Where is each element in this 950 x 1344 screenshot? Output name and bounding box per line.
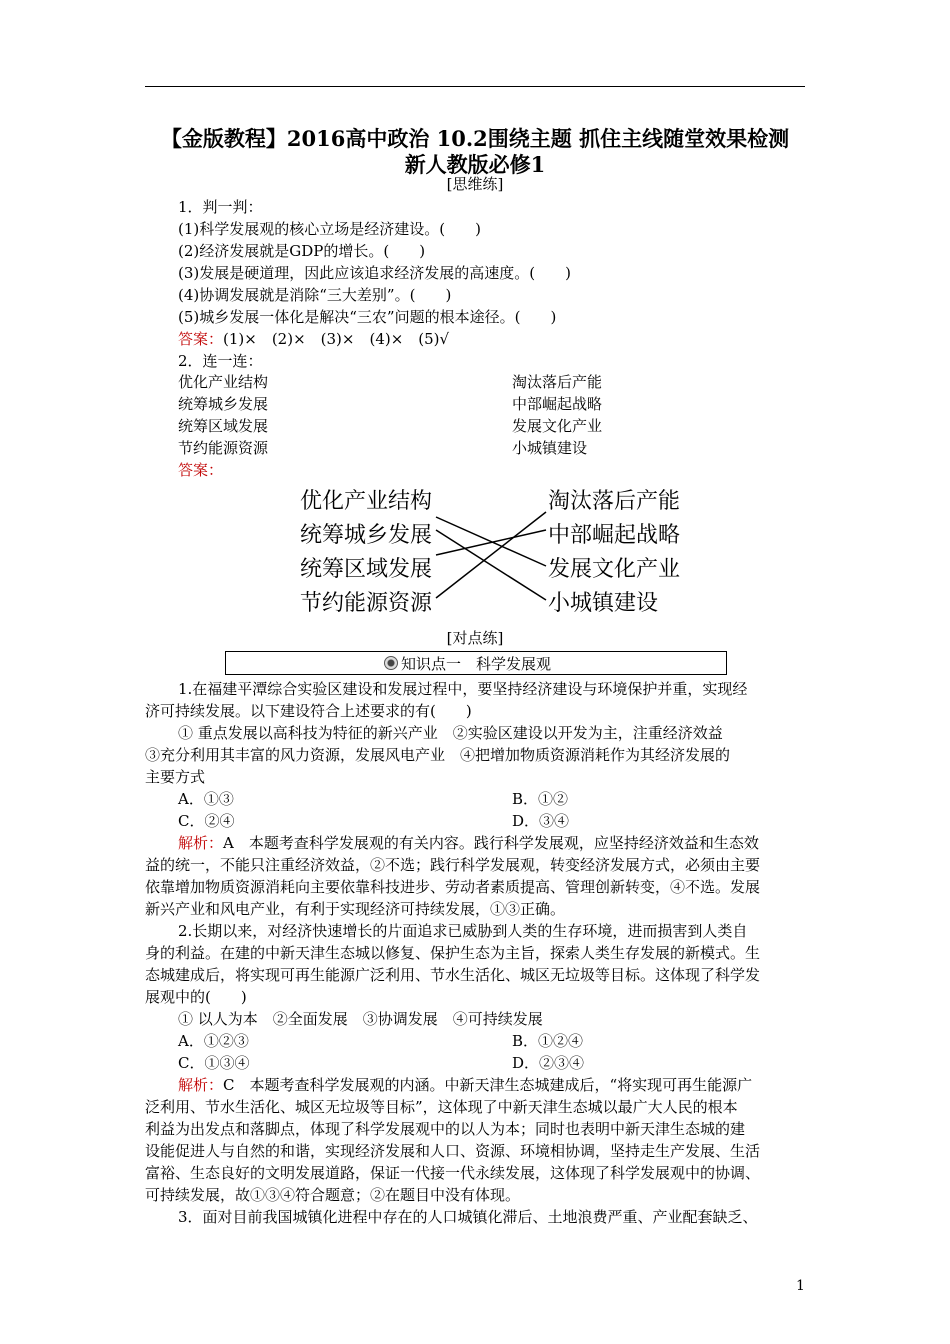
doc-title-line1: 【金版教程】2016高中政治 10.2围绕主题 抓住主线随堂效果检测 (160, 126, 790, 151)
diagram-right-item: 淘汰落后产能 (548, 489, 681, 514)
analysis-text: C 本题考查科学发展观的内涵。中新天津生态城建成后，“将实现可再生能源广 (223, 1076, 753, 1094)
p1-option: B．①② (512, 790, 569, 808)
p2-option: A．①②③ (178, 1032, 249, 1050)
match-line (436, 530, 546, 555)
p1-analysis-line: 依靠增加物质资源消耗向主要依靠科技进步、劳动者素质提高、管理创新转变，④不选。发展 (145, 878, 761, 896)
p1-option: D．③④ (512, 812, 570, 830)
p2-line: 展观中的( ) (145, 988, 247, 1006)
q2-right-item: 中部崛起战略 (512, 395, 603, 413)
analysis-text: A 本题考查科学发展观的有关内容。践行科学发展观，应坚持经济效益和生态效 (223, 834, 759, 852)
p2-line: ① 以人为本 ②全面发展 ③协调发展 ④可持续发展 (178, 1010, 543, 1028)
page-number: 1 (796, 1278, 805, 1294)
diagram-right-item: 发展文化产业 (548, 557, 681, 582)
p1-analysis-line: 新兴产业和风电产业，有利于实现经济可持续发展，①③正确。 (145, 900, 566, 918)
q1-item: (5)城乡发展一体化是解决“三农”问题的根本途径。( ) (178, 308, 557, 326)
answer-text: (1)× (2)× (3)× (4)× (5)√ (223, 330, 450, 348)
p3-line: 3．面对目前我国城镇化进程中存在的人口城镇化滞后、土地浪费严重、产业配套缺乏、 (178, 1208, 758, 1226)
diagram-right-item: 中部崛起战略 (548, 523, 681, 548)
section-siwei: [思维练] (446, 175, 504, 193)
q2-right-item: 发展文化产业 (512, 417, 603, 435)
diagram-left-item: 统筹区域发展 (300, 557, 433, 582)
q1-item: (3)发展是硬道理，因此应该追求经济发展的高速度。( ) (178, 264, 571, 282)
diagram-right-item: 小城镇建设 (548, 591, 659, 616)
q2-left-item: 统筹区域发展 (178, 417, 269, 435)
p2-analysis-line: 可持续发展，故①③④符合题意；②在题目中没有体现。 (145, 1186, 521, 1204)
p2-option: C．①③④ (178, 1054, 250, 1072)
p1-line: 济可持续发展。以下建设符合上述要求的有( ) (145, 702, 472, 720)
diagram-left-item: 优化产业结构 (300, 489, 433, 514)
p2-analysis-line: 泛利用、节水生活化、城区无垃圾等目标”，这体现了中新天津生态城以最广大人民的根本 (145, 1098, 738, 1116)
knowledge-point-label: 知识点一 科学发展观 (401, 655, 552, 673)
p2-line: 态城建成后，将实现可再生能源广泛利用、节水生活化、城区无垃圾等目标。这体现了科学发 (145, 966, 761, 984)
p1-analysis-line: 益的统一，不能只注重经济效益，②不选；践行科学发展观，转变经济发展方式，必须由主要 (145, 856, 761, 874)
q2-left-item: 统筹城乡发展 (178, 395, 269, 413)
p2-analysis-line: 富裕、生态良好的文明发展道路，保证一代接一代永续发展，这体现了科学发展观中的协调、 (145, 1164, 761, 1182)
match-line (436, 530, 546, 600)
diagram-left-item: 节约能源资源 (300, 591, 433, 616)
p2-option: D．②③④ (512, 1054, 585, 1072)
p1-line: 1.在福建平潭综合实验区建设和发展过程中，要坚持经济建设与环境保护并重，实现经 (178, 680, 748, 698)
p1-option: A．①③ (178, 790, 234, 808)
p1-line: ③充分利用其丰富的风力资源，发展风电产业 ④把增加物质资源消耗作为其经济发展的 (145, 746, 731, 764)
q2-right-item: 小城镇建设 (512, 439, 588, 457)
p2-analysis-line: 利益为出发点和落脚点，体现了科学发展观中的以人为本；同时也表明中新天津生态城的建 (145, 1120, 746, 1138)
q1-item: (2)经济发展就是GDP的增长。( ) (178, 242, 426, 260)
q2-heading: 2．连一连： (178, 352, 263, 370)
p1-option: C．②④ (178, 812, 235, 830)
q1-item: (4)协调发展就是消除“三大差别”。( ) (178, 286, 452, 304)
p2-line: 2.长期以来，对经济快速增长的片面追求已威胁到人类的生存环境，进而损害到人类自 (178, 922, 748, 940)
q2-left-item: 节约能源资源 (178, 439, 269, 457)
section-duidian: [对点练] (446, 629, 504, 647)
q2-left-item: 优化产业结构 (178, 373, 269, 391)
p1-line: 主要方式 (145, 768, 206, 786)
q2-answer-label: 答案： (178, 461, 224, 479)
knowledge-point-box (225, 651, 727, 675)
q1-item: (1)科学发展观的核心立场是经济建设。( ) (178, 220, 481, 238)
p1-analysis (178, 832, 759, 853)
p2-analysis-line: 设能促进人与自然的和谐，实现经济发展和人口、资源、环境相协调，坚持走生产发展、生活 (145, 1142, 761, 1160)
analysis-label: 解析： (178, 1076, 224, 1094)
q1-heading: 1．判一判： (178, 198, 263, 216)
p1-line: ① 重点发展以高科技为特征的新兴产业 ②实验区建设以开发为主，注重经济效益 (178, 724, 723, 742)
doc-title-line2: 新人教版必修1 (404, 152, 546, 177)
p2-option: B．①②④ (512, 1032, 584, 1050)
q2-right-item: 淘汰落后产能 (512, 373, 603, 391)
answer-label: 答案： (178, 330, 224, 348)
p2-line: 身的利益。在建的中新天津生态城以修复、保护生态为主旨，探索人类生存发展的新模式。生 (145, 944, 761, 962)
radio-dot-icon (384, 656, 398, 670)
analysis-label: 解析： (178, 834, 224, 852)
diagram-left-item: 统筹城乡发展 (300, 523, 433, 548)
p2-analysis (178, 1074, 752, 1095)
